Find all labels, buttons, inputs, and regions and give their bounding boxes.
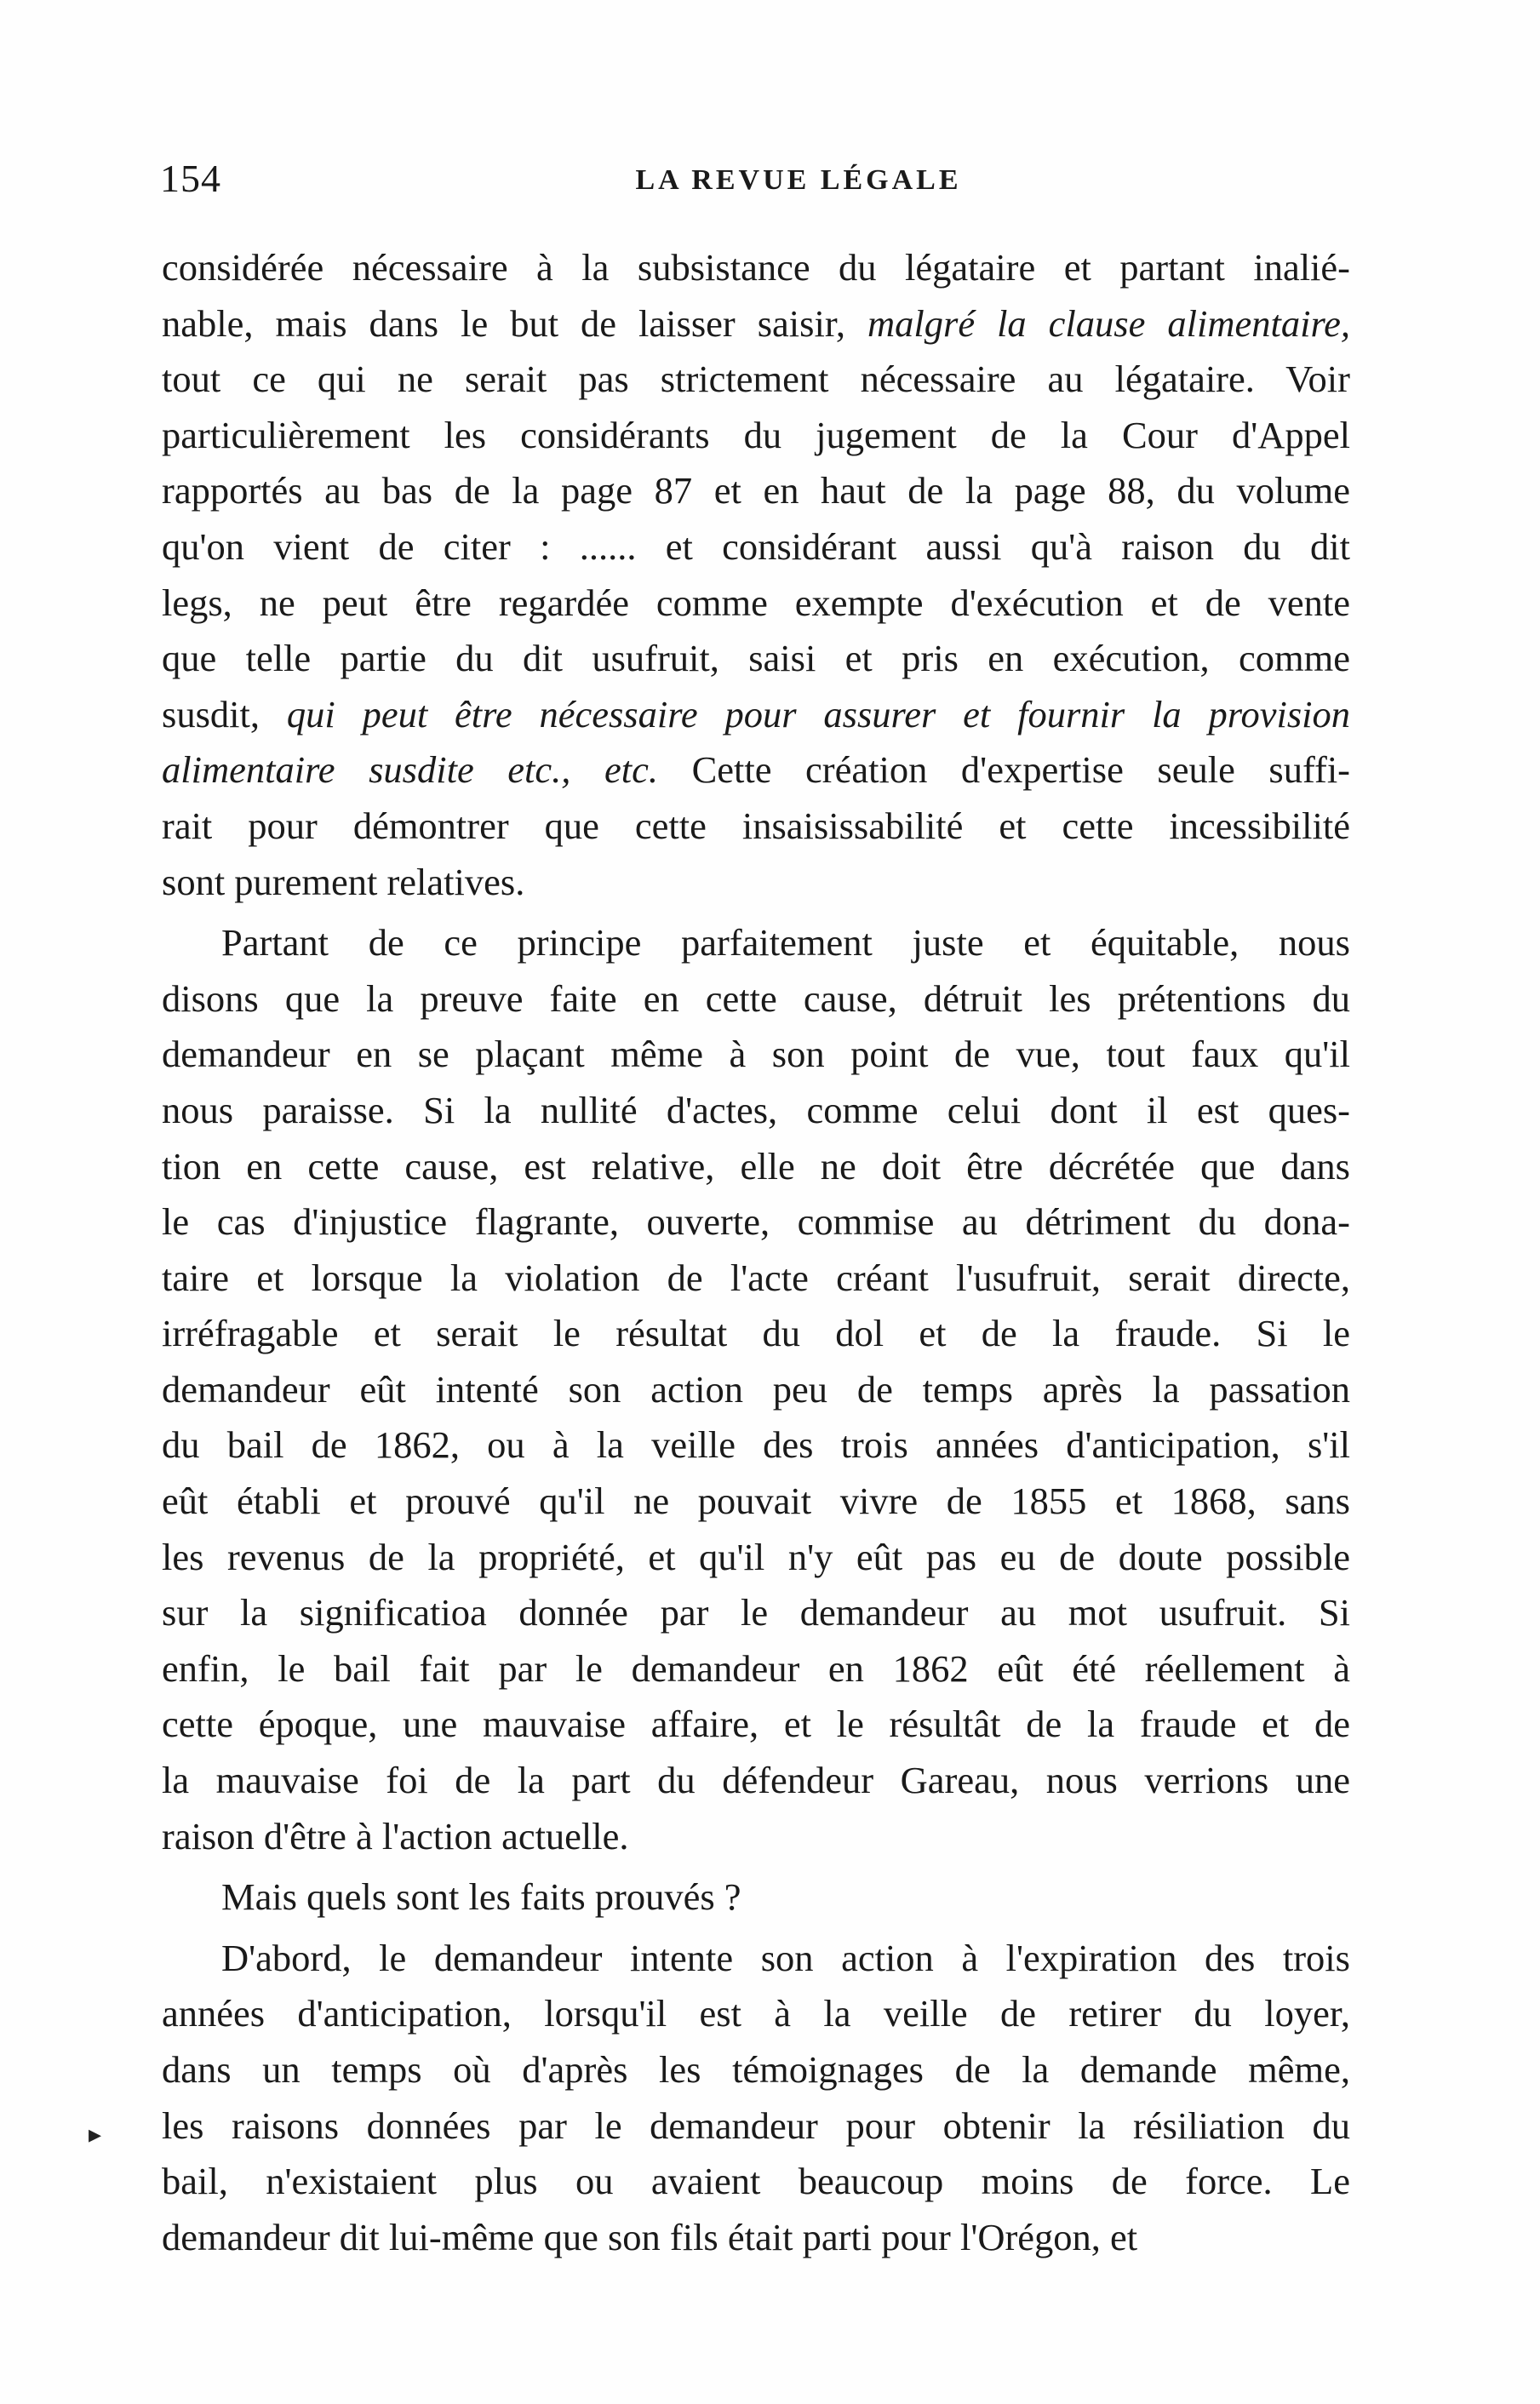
text-segment: bail, n'existaient plus ou avaient beaucoup moins de force. Le [162, 2160, 1350, 2203]
page-number: 154 [160, 157, 221, 200]
text-segment: que telle partie du dit usufruit, saisi et pris en exécution, comme [162, 637, 1350, 680]
text-segment: rait pour démontrer que cette insaisissabilité et cette incessibilité [162, 804, 1350, 847]
text-segment: tout ce qui ne serait pas strictement nécessaire au légataire. Voir [162, 358, 1350, 401]
paragraph [162, 1869, 1350, 1926]
text-line [162, 575, 1350, 632]
italic-segment: alimentaire susdite etc., etc. [162, 748, 658, 792]
text-segment: sont purement relatives. [162, 860, 525, 903]
text-segment: sur la significatioa donnée par le demandeur au mot usufruit. Si [162, 1591, 1350, 1634]
margin-mark-icon: ▸ [89, 2121, 102, 2149]
text-line [162, 687, 1350, 743]
text-line [162, 1306, 1350, 1362]
text-segment: eût établi et prouvé qu'il ne pouvait vivre de 1855 et 1868, sans [162, 1480, 1350, 1523]
text-line [162, 240, 1350, 296]
text-segment: Partant de ce principe parfaitement juste et équitable, nous [221, 921, 1350, 964]
text-line [162, 631, 1350, 687]
text-segment: taire et lorsque la violation de l'acte créant l'usufruit, serait directe, [162, 1256, 1350, 1299]
text-line [162, 971, 1350, 1027]
text-segment: années d'anticipation, lorsqu'il est à la veille de retirer du loyer, [162, 1992, 1350, 2035]
paragraph [162, 1931, 1350, 2266]
italic-segment: malgré la clause alimentaire, [867, 301, 1350, 345]
text-line [162, 1931, 1350, 1987]
text-line [162, 1809, 1350, 1865]
text-line [162, 1869, 1350, 1926]
text-line [162, 1697, 1350, 1753]
text-segment: demandeur en se plaçant même à son point de vue, tout faux qu'il [162, 1033, 1350, 1076]
paragraph [162, 915, 1350, 1864]
text-line [162, 915, 1350, 971]
text-segment: legs, ne peut être regardée comme exempte d'exécution et de vente [162, 581, 1350, 624]
text-line [162, 1986, 1350, 2042]
text-segment: Cette création d'expertise seule suffi- [657, 748, 1350, 792]
text-line [162, 2154, 1350, 2210]
text-line [162, 1641, 1350, 1697]
text-line [162, 352, 1350, 408]
text-line [162, 1417, 1350, 1474]
text-segment: tion en cette cause, est relative, elle ne doit être décrétée que dans [162, 1144, 1350, 1188]
text-line [162, 519, 1350, 575]
text-line [162, 296, 1350, 352]
page-header [160, 153, 1352, 204]
body-text [162, 240, 1350, 2265]
text-segment: les revenus de la propriété, et qu'il n'y eût pas eu de doute possible [162, 1535, 1350, 1578]
text-line [162, 1530, 1350, 1586]
text-line [162, 1362, 1350, 1418]
text-segment: Mais quels sont les faits prouvés ? [221, 1875, 741, 1919]
text-line [162, 798, 1350, 855]
text-segment: D'abord, le demandeur intente son action à l'expiration des trois [221, 1936, 1350, 1979]
text-segment: nable, mais dans le but de laisser saisir, [162, 301, 867, 345]
text-segment: particulièrement les considérants du jugement de la Cour d'Appel [162, 413, 1350, 456]
text-segment: considérée nécessaire à la subsistance du légataire et partant inalié- [162, 246, 1350, 289]
italic-segment: qui peut être nécessaire pour assurer et fournir la provision [286, 692, 1351, 736]
text-line [162, 1083, 1350, 1139]
text-line [162, 2042, 1350, 2098]
text-line [162, 2098, 1350, 2155]
text-segment: enfin, le bail fait par le demandeur en 1862 eût été réellement à [162, 1646, 1350, 1690]
text-line [162, 742, 1350, 798]
text-segment: nous paraisse. Si la nullité d'actes, comme celui dont il est ques- [162, 1088, 1350, 1131]
text-segment: raison d'être à l'action actuelle. [162, 1814, 629, 1857]
text-segment: du bail de 1862, ou à la veille des trois années d'anticipation, s'il [162, 1423, 1350, 1467]
text-segment: les raisons données par le demandeur pour obtenir la résiliation du [162, 2104, 1350, 2147]
text-segment: le cas d'injustice flagrante, ouverte, commise au détriment du dona- [162, 1200, 1350, 1244]
running-title: LA REVUE LÉGALE [635, 164, 962, 196]
text-segment: la mauvaise foi de la part du défendeur Gareau, nous verrions une [162, 1759, 1350, 1802]
text-line [162, 1139, 1350, 1195]
text-segment: dans un temps où d'après les témoignages de la demande même, [162, 2048, 1350, 2091]
text-segment: disons que la preuve faite en cette cause, détruit les prétentions du [162, 976, 1350, 1020]
text-line [162, 1585, 1350, 1641]
text-segment: demandeur dit lui-même que son fils était parti pour l'Orégon, et [162, 2215, 1138, 2258]
text-line [162, 2210, 1350, 2266]
text-line [162, 855, 1350, 911]
text-line [162, 1474, 1350, 1530]
text-segment: irréfragable et serait le résultat du dol et de la fraude. Si le [162, 1312, 1350, 1355]
paragraph [162, 240, 1350, 910]
text-line [162, 1194, 1350, 1251]
text-segment: cette époque, une mauvaise affaire, et le résultât de la fraude et de [162, 1703, 1350, 1746]
text-line [162, 1027, 1350, 1083]
text-segment: demandeur eût intenté son action peu de temps après la passation [162, 1367, 1350, 1411]
text-segment: rapportés au bas de la page 87 et en haut de la page 88, du volume [162, 469, 1350, 512]
text-line [162, 463, 1350, 519]
text-segment: susdit, [162, 692, 287, 736]
text-line [162, 1251, 1350, 1307]
text-segment: qu'on vient de citer : ...... et considérant aussi qu'à raison du dit [162, 524, 1350, 568]
text-line [162, 408, 1350, 464]
text-line [162, 1753, 1350, 1809]
